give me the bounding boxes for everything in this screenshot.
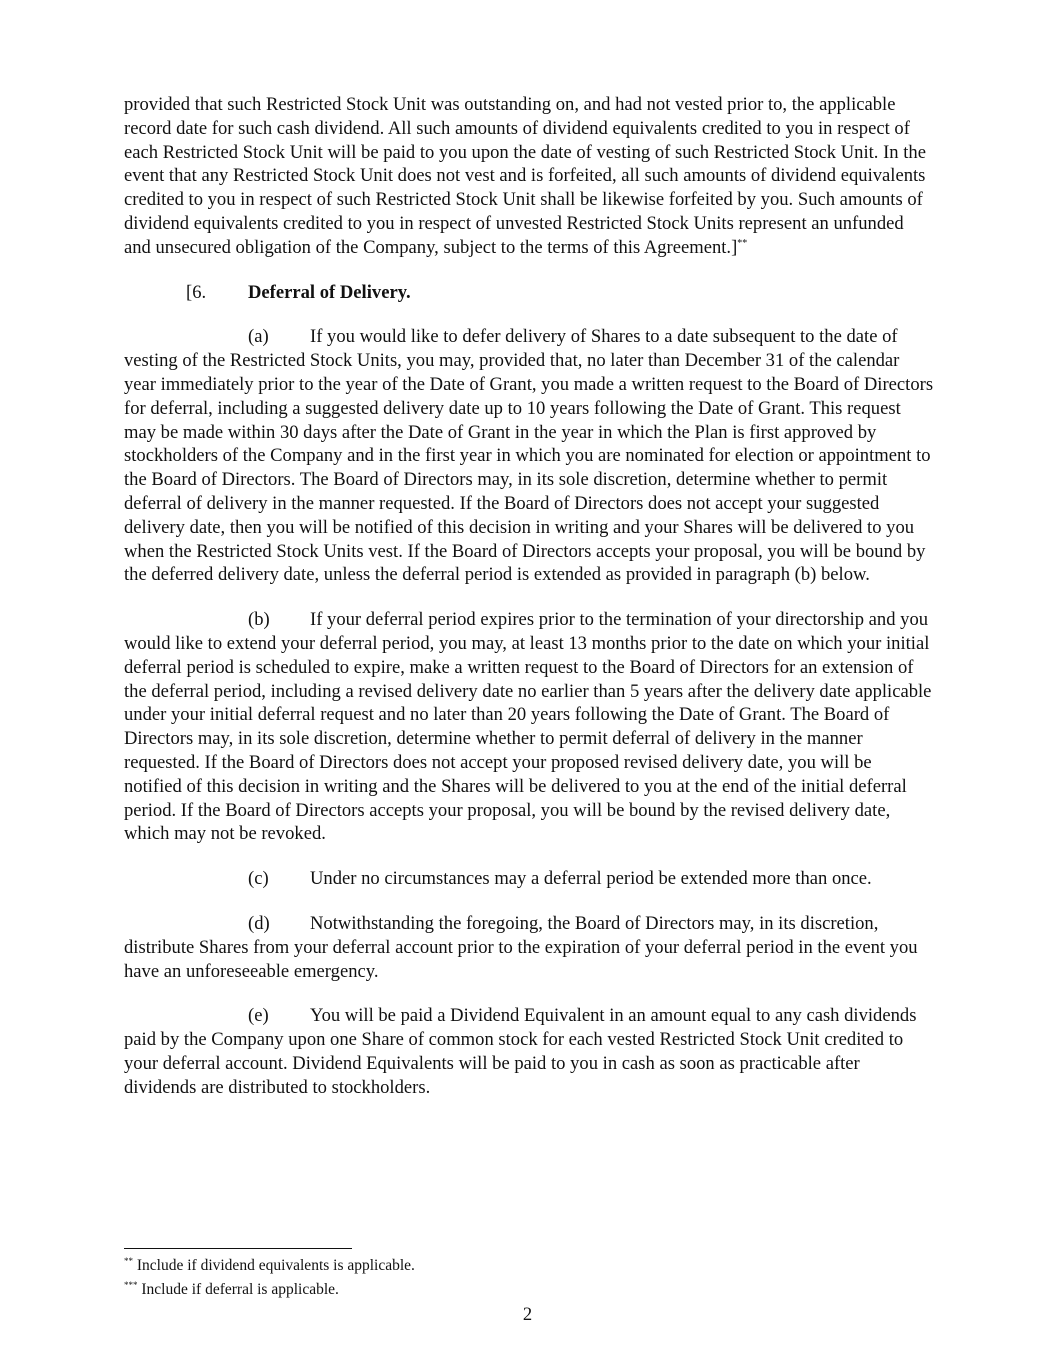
subsection-text: Under no circumstances may a deferral period be extended more than once. <box>310 868 872 890</box>
subsection-label: (d) <box>248 912 270 934</box>
footnote-marker: ** <box>124 1256 133 1266</box>
subsection-e <box>124 1004 934 1099</box>
footnotes <box>124 1254 934 1302</box>
subsection-b <box>124 608 934 846</box>
continuation-text: provided that such Restricted Stock Unit was outstanding on, and had not vested prior to, the applicable record date for such cash dividend. All such amounts of dividend equivalents credited to you in respect of each Restricted Stock Unit will be paid to you upon the date of vesting of such Restricted Stock Unit. In the event that any Restricted Stock Unit does not vest and is forfeited, all such amounts of dividend equivalents credited to you in respect of such Restricted Stock Unit shall be likewise forfeited by you. Such amounts of dividend equivalents credited to you in respect of unvested Restricted Stock Units represent an unfunded and unsecured obligation of the Company, subject to the terms of this Agreement.] <box>124 94 926 258</box>
section-number: [6. <box>186 281 207 303</box>
footnote-marker-dividend: ** <box>737 237 748 249</box>
subsection-label: (e) <box>248 1005 269 1027</box>
footnote-dividend-equivalents <box>124 1254 934 1278</box>
subsection-label: (b) <box>248 609 270 631</box>
subsection-text: If you would like to defer delivery of Shares to a date subsequent to the date of vesting of the Restricted Stock Units, you may, provided that, no later than December 31 of the calendar year immediately prior to the year of the Date of Grant, you made a written request to the Board of Directors for deferral, including a suggested delivery date up to 10 years following the Date of Grant. This request may be made within 30 days after the Date of Grant in the year in which the Plan is first approved by stockholders of the Company and in the first year in which you are nominated for election or appointment to the Board of Directors. The Board of Directors may, in its sole discretion, determine whether to permit deferral of delivery in the manner requested. If the Board of Directors does not accept your suggested delivery date, then you will be notified of this decision in writing and your Shares will be delivered to you when the Restricted Stock Units vest. If the Board of Directors accepts your proposal, you will be bound by the deferred delivery date, unless the deferral period is extended as provided in paragraph (b) below. <box>124 326 934 586</box>
subsection-c <box>124 867 934 891</box>
subsection-a <box>124 325 934 587</box>
page-number: 2 <box>522 1304 533 1325</box>
footnote-deferral <box>124 1278 934 1302</box>
subsection-label: (c) <box>248 868 269 890</box>
subsection-text: If your deferral period expires prior to the termination of your directorship and you would like to extend your deferral period, you may, at least 13 months prior to the date on which your initial deferral period is scheduled to expire, make a written request to the Board of Directors for an extension of the deferral period, including a revised delivery date no earlier than 5 years after the delivery date applicable under your initial deferral request and no later than 20 years following the Date of Grant. The Board of Directors may, in its sole discretion, determine whether to permit deferral of delivery in the manner requested. If the Board of Directors does not accept your proposed revised delivery date, you will be notified of this decision in writing and the Shares will be delivered to you at the end of the initial deferral period. If the Board of Directors accepts your proposal, you will be bound by the revised delivery date, which may not be revoked. <box>124 609 932 845</box>
section-title: Deferral of Delivery. <box>248 281 411 303</box>
footnote-text: Include if dividend equivalents is applicable. <box>136 1257 415 1274</box>
continuation-paragraph <box>124 93 934 260</box>
document-body <box>124 93 934 1120</box>
footnote-divider <box>124 1248 352 1249</box>
subsection-text: You will be paid a Dividend Equivalent in an amount equal to any cash dividends paid by the Company upon one Share of common stock for each vested Restricted Stock Unit credited to your deferral account. Dividend Equivalents will be paid to you in cash as soon as practicable after dividends are distributed to stockholders. <box>124 1005 917 1098</box>
subsection-text: Notwithstanding the foregoing, the Board of Directors may, in its discretion, distribute Shares from your deferral account prior to the expiration of your deferral period in the event you have an unforeseeable emergency. <box>124 912 918 982</box>
subsection-d <box>124 912 934 983</box>
footnote-marker: *** <box>124 1280 138 1290</box>
section-heading <box>124 281 934 305</box>
subsection-label: (a) <box>248 326 269 348</box>
footnote-text: Include if deferral is applicable. <box>141 1281 339 1298</box>
